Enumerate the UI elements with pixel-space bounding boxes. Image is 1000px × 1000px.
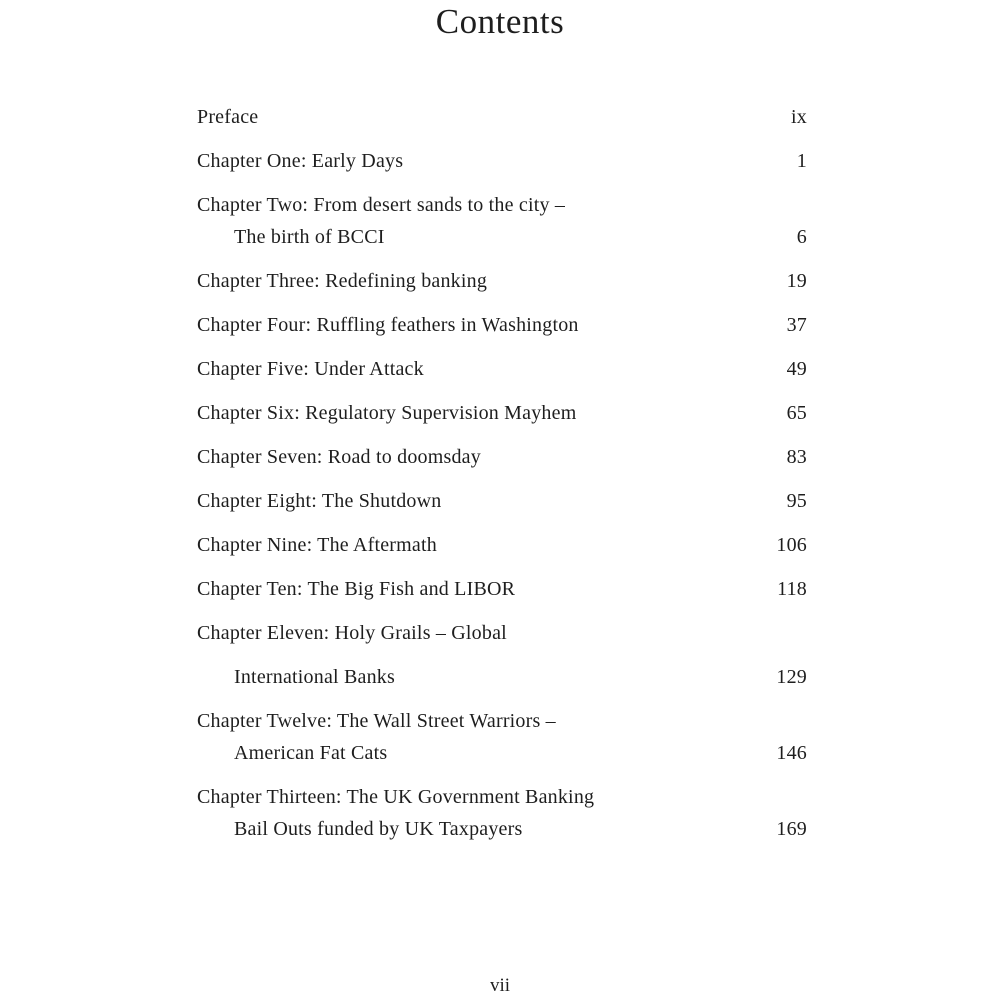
toc-entry-title [197,787,765,840]
toc-entry-page-number: 83 [786,446,807,468]
toc-list [0,107,1000,840]
toc-entry [197,359,807,380]
toc-entry-title [197,491,765,512]
toc-entry-title-line: Chapter Four: Ruffling feathers in Washington [197,314,579,336]
toc-entry-page-number: 106 [776,534,807,556]
toc-entry-page-number: 118 [777,578,807,600]
toc-entry-title [197,195,765,248]
toc-entry-page-number: ix [791,106,807,128]
toc-entry [197,151,807,172]
toc-entry-page-number: 19 [786,270,807,292]
toc-entry-title [197,107,765,128]
toc-entry-page-number: 65 [786,402,807,424]
toc-entry-title [197,359,765,380]
toc-entry-continuation-line: International Banks [234,666,395,688]
toc-entry [197,107,807,128]
toc-entry-title-line: Chapter One: Early Days [197,150,404,172]
toc-entry-title-line: Chapter Seven: Road to doomsday [197,446,481,468]
toc-entry-page-number: 37 [786,314,807,336]
toc-entry [197,535,807,556]
toc-entry [197,315,807,336]
toc-entry-page-number: 49 [786,358,807,380]
toc-entry-title-line: Chapter Eleven: Holy Grails – Global [197,622,507,644]
toc-entry [197,195,807,248]
toc-entry-page-number: 95 [786,490,807,512]
toc-entry [197,787,807,840]
toc-entry-title-line: Chapter Two: From desert sands to the city – [197,194,566,216]
page-title: Contents [435,2,565,41]
toc-entry-page-number: 1 [796,150,807,172]
toc-entry-title-line: Preface [197,106,259,128]
toc-entry-continuation-line: The birth of BCCI [234,226,385,248]
toc-entry-title [197,271,765,292]
toc-entry-title-line: Chapter Six: Regulatory Supervision Mayhem [197,402,577,424]
toc-entry-title [197,151,765,172]
toc-entry-title [197,579,765,600]
toc-entry-title-line: Chapter Five: Under Attack [197,358,424,380]
toc-entry [197,711,807,764]
toc-entry-title [197,535,765,556]
toc-entry-title-line: Chapter Ten: The Big Fish and LIBOR [197,578,516,600]
toc-entry [197,403,807,424]
toc-entry-title-line: Chapter Nine: The Aftermath [197,534,437,556]
toc-entry [197,447,807,468]
toc-entry-title-line: Chapter Eight: The Shutdown [197,490,442,512]
toc-entry-continuation-line: Bail Outs funded by UK Taxpayers [234,818,523,840]
toc-entry-title [197,403,765,424]
toc-entry-title [197,447,765,468]
toc-entry [197,491,807,512]
toc-entry-title-line: Chapter Three: Redefining banking [197,270,488,292]
toc-entry-title-line: Chapter Twelve: The Wall Street Warriors – [197,710,556,732]
toc-entry-page-number: 169 [776,818,807,840]
toc-entry [197,579,807,600]
toc-entry-title [197,623,765,688]
toc-entry-page-number: 146 [776,742,807,764]
toc-entry [197,623,807,688]
toc-entry-title [197,711,765,764]
toc-entry-page-number: 129 [776,666,807,688]
toc-entry-continuation-line: American Fat Cats [234,742,388,764]
footer-page-number: vii [489,975,511,996]
toc-entry-title [197,315,765,336]
toc-entry-page-number: 6 [796,226,807,248]
toc-entry-title-line: Chapter Thirteen: The UK Government Banking [197,786,595,808]
toc-entry [197,271,807,292]
